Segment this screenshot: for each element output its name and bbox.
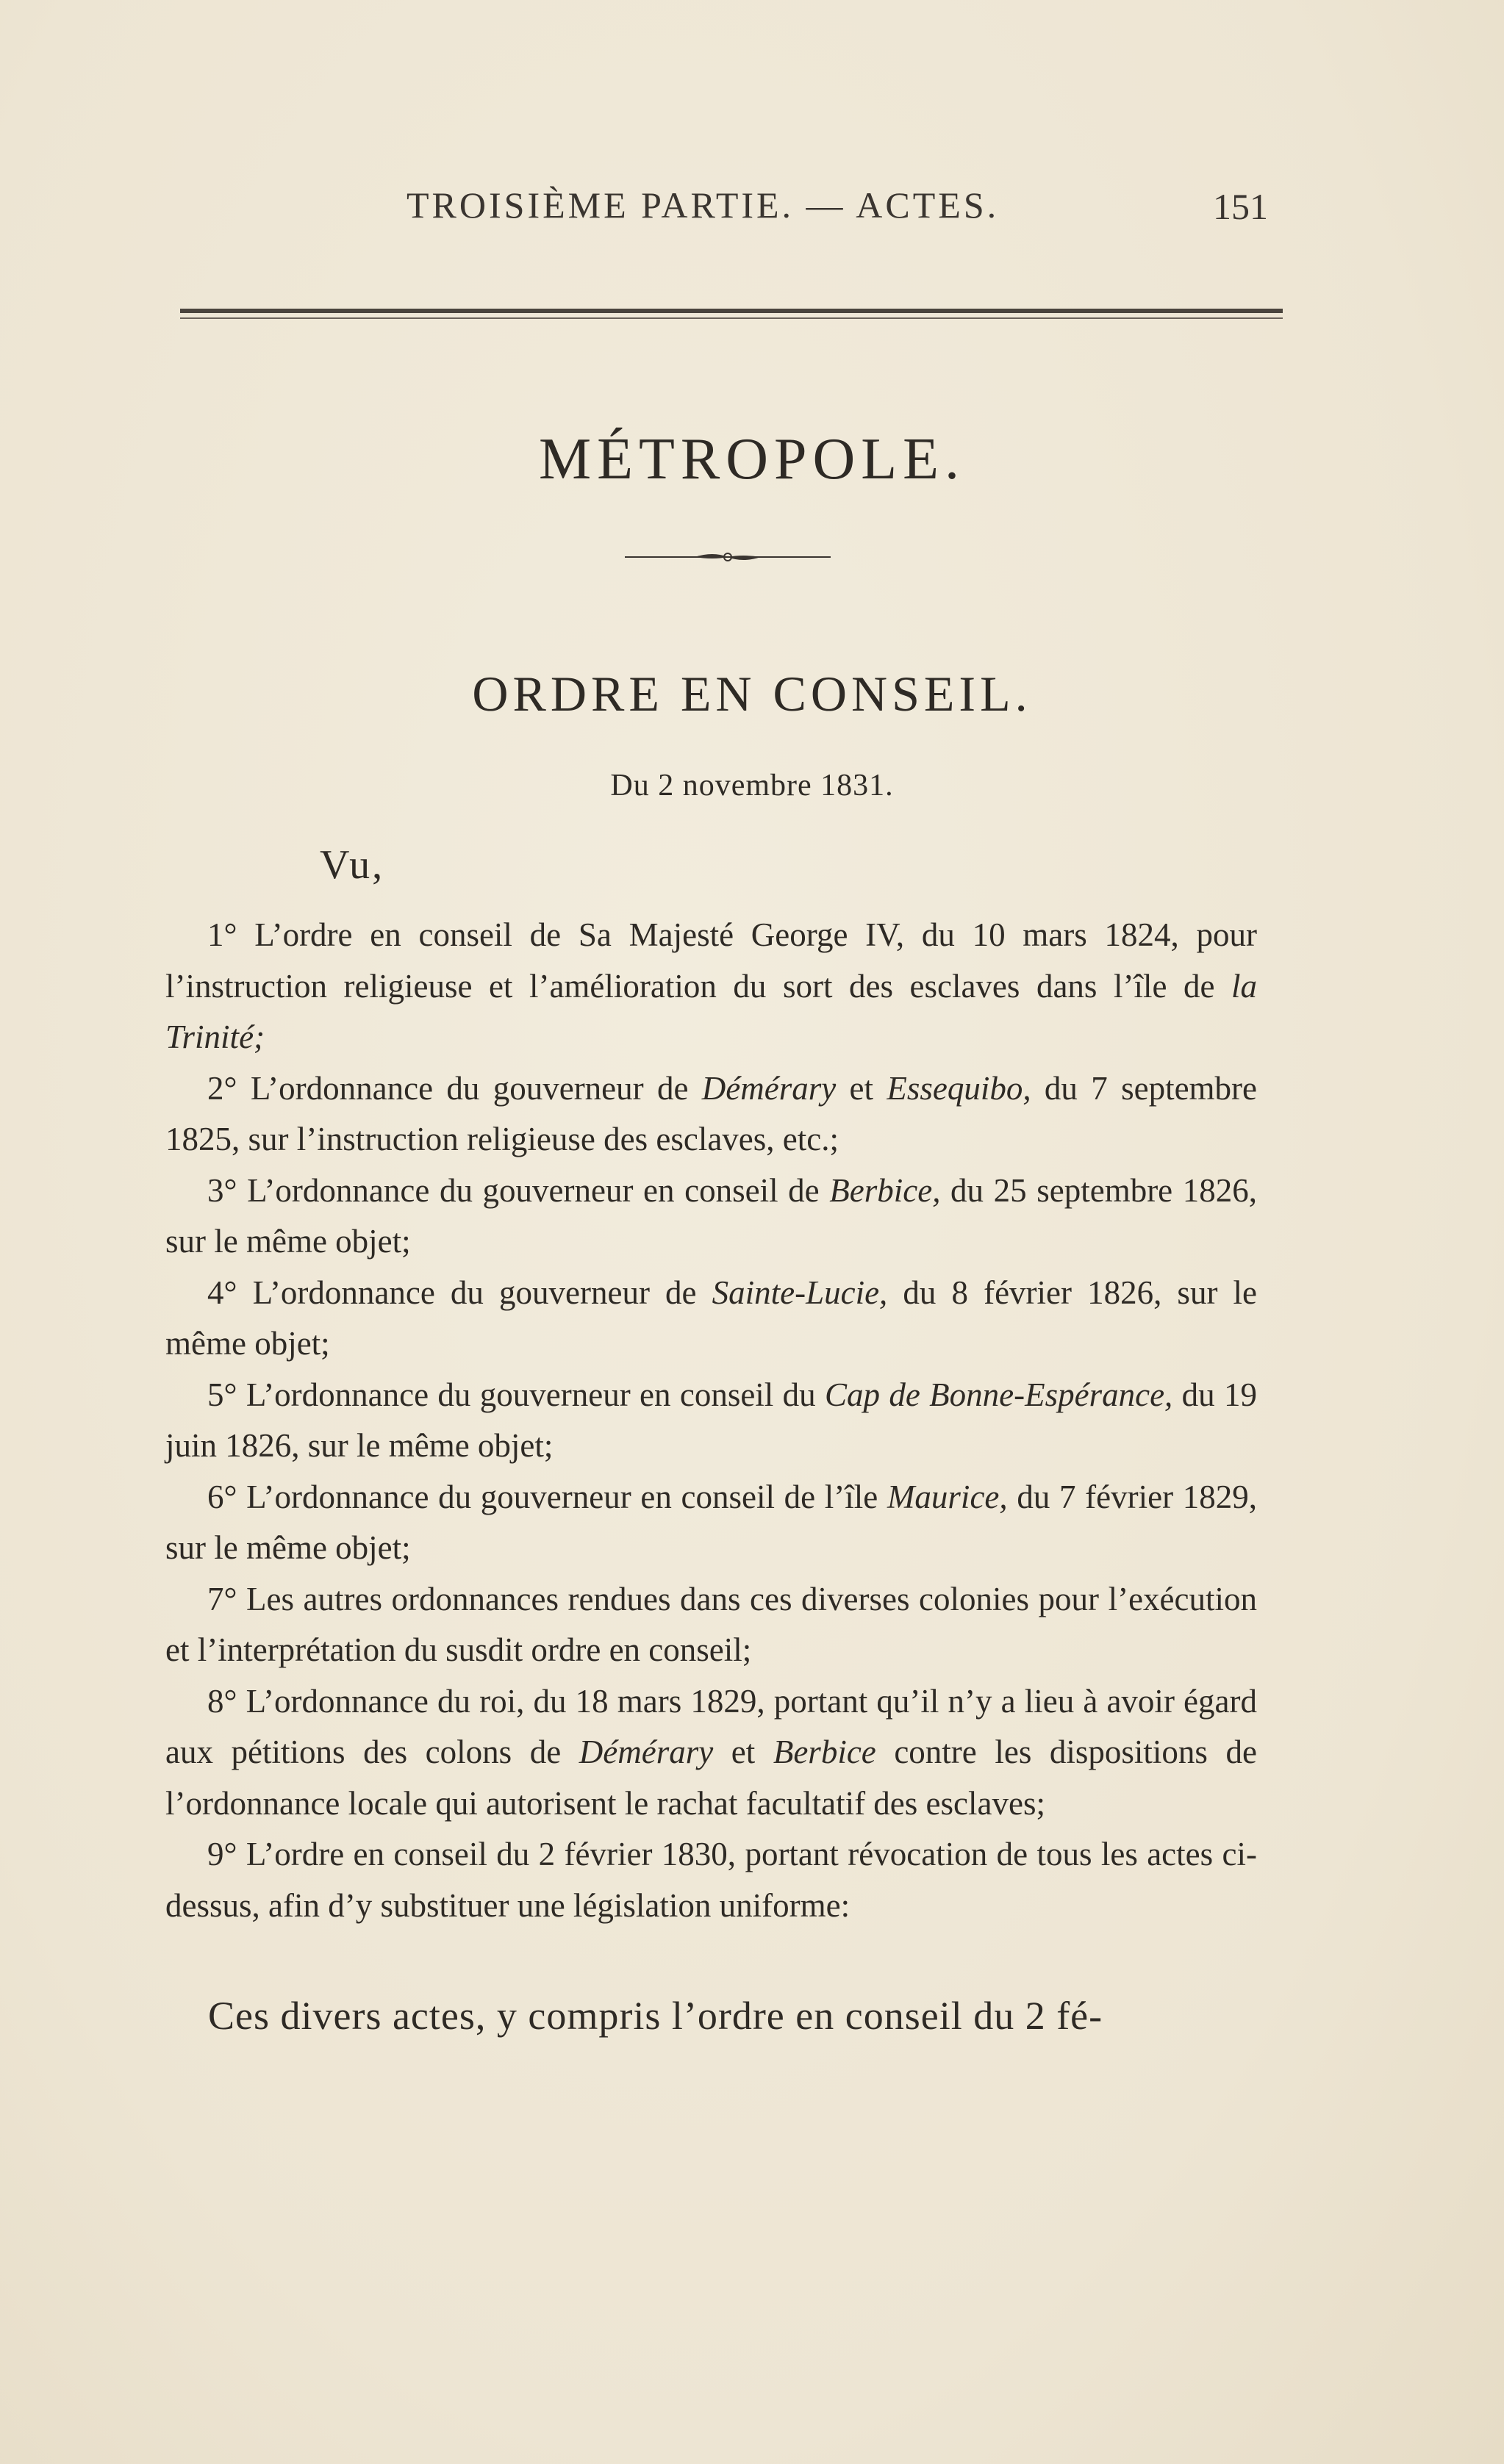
continuation-line: Ces divers actes, y compris l’ordre en conseil du 2 fé- [208, 1994, 1103, 2038]
list-item: 3° L’ordonnance du gouverneur en conseil de Berbice, du 25 septembre 1826, sur le même objet; [165, 1171, 1258, 1260]
section-title: MÉTROPOLE. [539, 427, 965, 492]
header-rule [180, 309, 1283, 313]
document-title: ORDRE EN CONSEIL. [472, 666, 1032, 722]
list-item: 8° L’ordonnance du roi, du 18 mars 1829, portant qu’il n’y a lieu à avoir égard aux pétitions des colons de Démérary et Berbice contre les dispositions de l’ordonnance locale qui autorisent le rachat facultatif des esclaves; [165, 1682, 1257, 1822]
ornament-divider [625, 550, 831, 564]
list-item: 4° L’ordonnance du gouverneur de Sainte-Lucie, du 8 février 1826, sur le même objet; [165, 1274, 1257, 1362]
list-item: 6° L’ordonnance du gouverneur en conseil de l’île Maurice, du 7 février 1829, sur le même objet; [165, 1478, 1257, 1566]
page-number: 151 [1213, 186, 1268, 227]
list-item: 9° L’ordre en conseil du 2 février 1830, portant révocation de tous les actes ci-dessus, afin d’y substituer une législation uniforme: [165, 1836, 1257, 1924]
list-item: 7° Les autres ordonnances rendues dans ces diverses colonies pour l’exécution et l’interprétation du susdit ordre en conseil; [165, 1580, 1257, 1668]
running-head: TROISIÈME PARTIE. — ACTES. [407, 184, 1000, 226]
document-date: Du 2 novembre 1831. [610, 769, 894, 802]
considerations-list [165, 910, 1257, 1931]
list-item: 5° L’ordonnance du gouverneur en conseil du Cap de Bonne-Espérance, du 19 juin 1826, sur le même objet; [165, 1376, 1257, 1464]
list-item: 1° L’ordre en conseil de Sa Majesté George IV, du 10 mars 1824, pour l’instruction religieuse et l’amélioration du sort des esclaves dans l’île de la Trinité; [165, 916, 1257, 1055]
list-item: 2° L’ordonnance du gouverneur de Démérary et Essequibo, du 7 septembre 1825, sur l’instruction religieuse des esclaves, etc.; [165, 1069, 1258, 1157]
header-rule-thin [180, 317, 1283, 319]
document-intro: Vu, [320, 842, 385, 888]
